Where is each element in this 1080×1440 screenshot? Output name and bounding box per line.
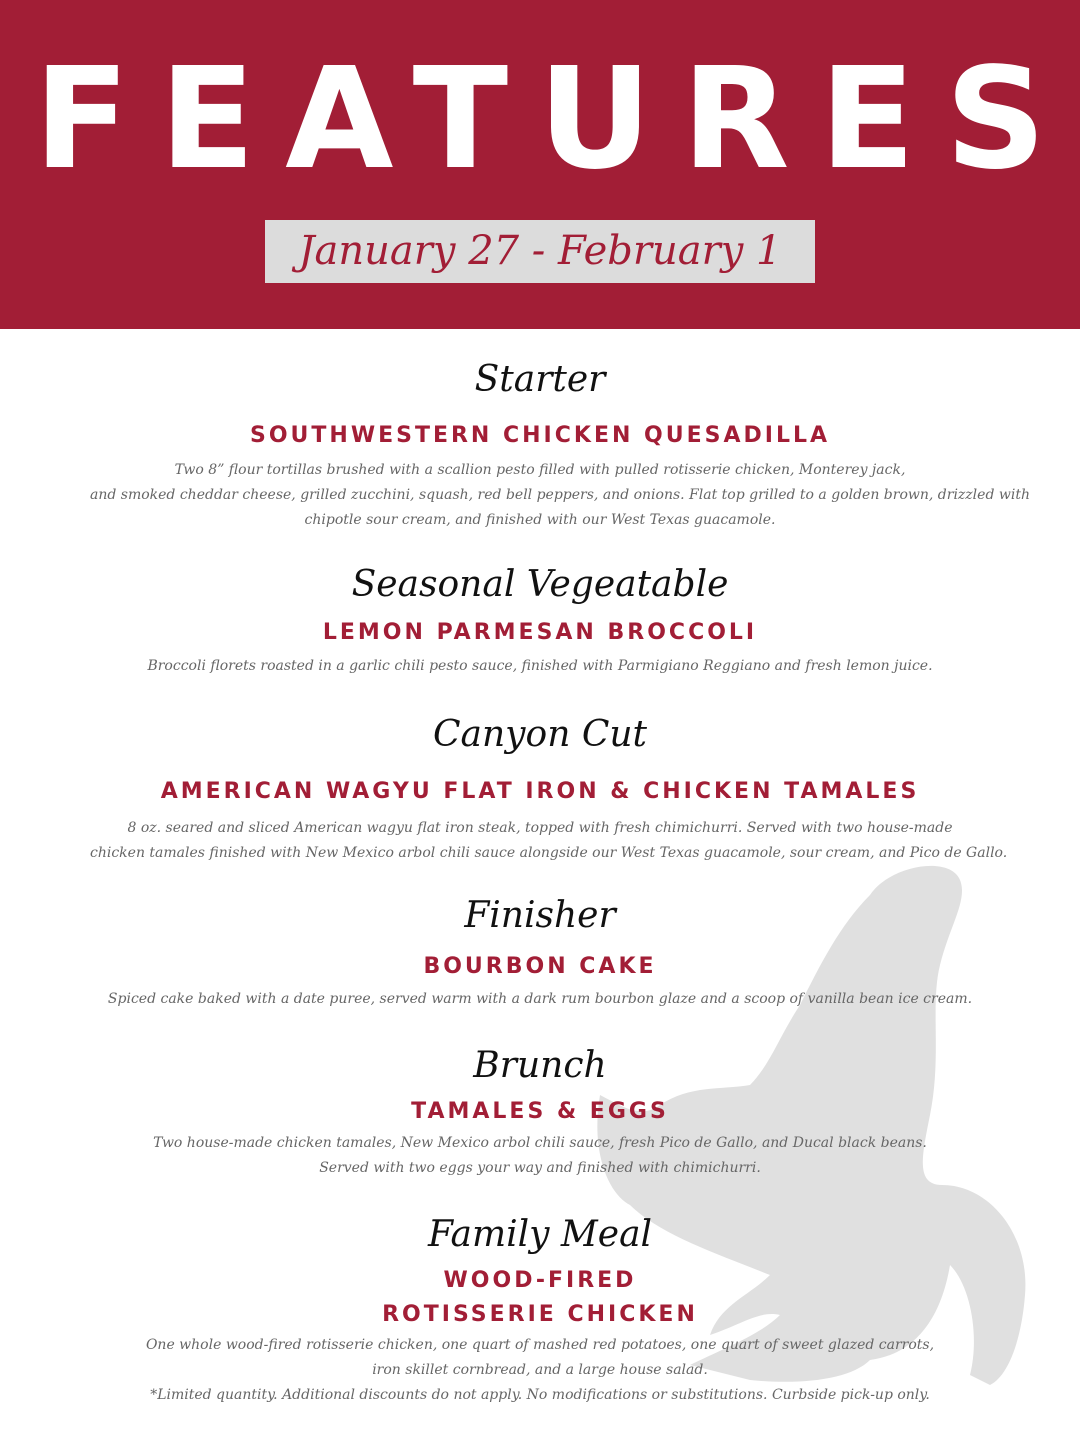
section-heading-seasonal-vegetable: Seasonal Vegeatable: [351, 564, 729, 605]
description-line: *Limited quantity. Additional discounts do not apply. No modifications or substitutions. Curbside pick-up only.: [150, 1387, 930, 1403]
dish-name-family-meal-line-2: ROTISSERIE CHICKEN: [382, 1302, 698, 1327]
dish-description-family-meal: [90, 1333, 990, 1408]
description-line: chicken tamales finished with New Mexico arbol chili sauce alongside our West Texas guacamole, sour cream, and Pico de Gallo.: [90, 845, 1008, 861]
description-line: Two house-made chicken tamales, New Mexico arbol chili sauce, fresh Pico de Gallo, and Ducal black beans.: [153, 1135, 927, 1151]
description-line: Two 8” flour tortillas brushed with a scallion pesto filled with pulled rotisserie chicken, Monterey jack,: [174, 462, 906, 478]
dish-description-seasonal-vegetable: [90, 654, 990, 679]
description-line: iron skillet cornbread, and a large house salad.: [372, 1362, 708, 1378]
dish-description-finisher: [90, 987, 990, 1012]
dish-name-canyon-cut: AMERICAN WAGYU FLAT IRON & CHICKEN TAMALES: [160, 779, 920, 804]
page-title: FEATURES: [33, 38, 1077, 201]
dish-name-family-meal-line-1: WOOD-FIRED: [443, 1268, 637, 1293]
description-line: Served with two eggs your way and finished with chimichurri.: [319, 1160, 761, 1176]
dish-description-brunch: [90, 1131, 990, 1181]
dish-name-seasonal-vegetable: LEMON PARMESAN BROCCOLI: [322, 620, 758, 645]
section-heading-family-meal: Family Meal: [427, 1214, 653, 1255]
section-heading-finisher: Finisher: [464, 895, 616, 936]
description-line: Broccoli florets roasted in a garlic chili pesto sauce, finished with Parmigiano Reggiano and fresh lemon juice.: [147, 658, 933, 674]
description-line: and smoked cheddar cheese, grilled zucchini, squash, red bell peppers, and onions. Flat top grilled to a golden brown, drizzled with: [90, 487, 1030, 503]
dish-name-finisher: BOURBON CAKE: [423, 954, 657, 979]
date-range: January 27 - February 1: [298, 228, 782, 274]
section-heading-starter: Starter: [474, 359, 606, 400]
description-line: Spiced cake baked with a date puree, served warm with a dark rum bourbon glaze and a scoop of vanilla bean ice cream.: [107, 991, 973, 1007]
dish-description-starter: [90, 458, 1030, 533]
dish-name-starter: SOUTHWESTERN CHICKEN QUESADILLA: [249, 423, 831, 448]
dish-description-canyon-cut: [90, 816, 1008, 866]
section-heading-brunch: Brunch: [473, 1045, 607, 1086]
description-line: 8 oz. seared and sliced American wagyu flat iron steak, topped with fresh chimichurri. Served with two house-made: [127, 820, 953, 836]
section-heading-canyon-cut: Canyon Cut: [432, 714, 648, 755]
description-line: chipotle sour cream, and finished with our West Texas guacamole.: [304, 512, 776, 528]
description-line: One whole wood-fired rotisserie chicken, one quart of mashed red potatoes, one quart of sweet glazed carrots,: [145, 1337, 935, 1353]
dish-name-brunch: TAMALES & EGGS: [411, 1099, 669, 1124]
